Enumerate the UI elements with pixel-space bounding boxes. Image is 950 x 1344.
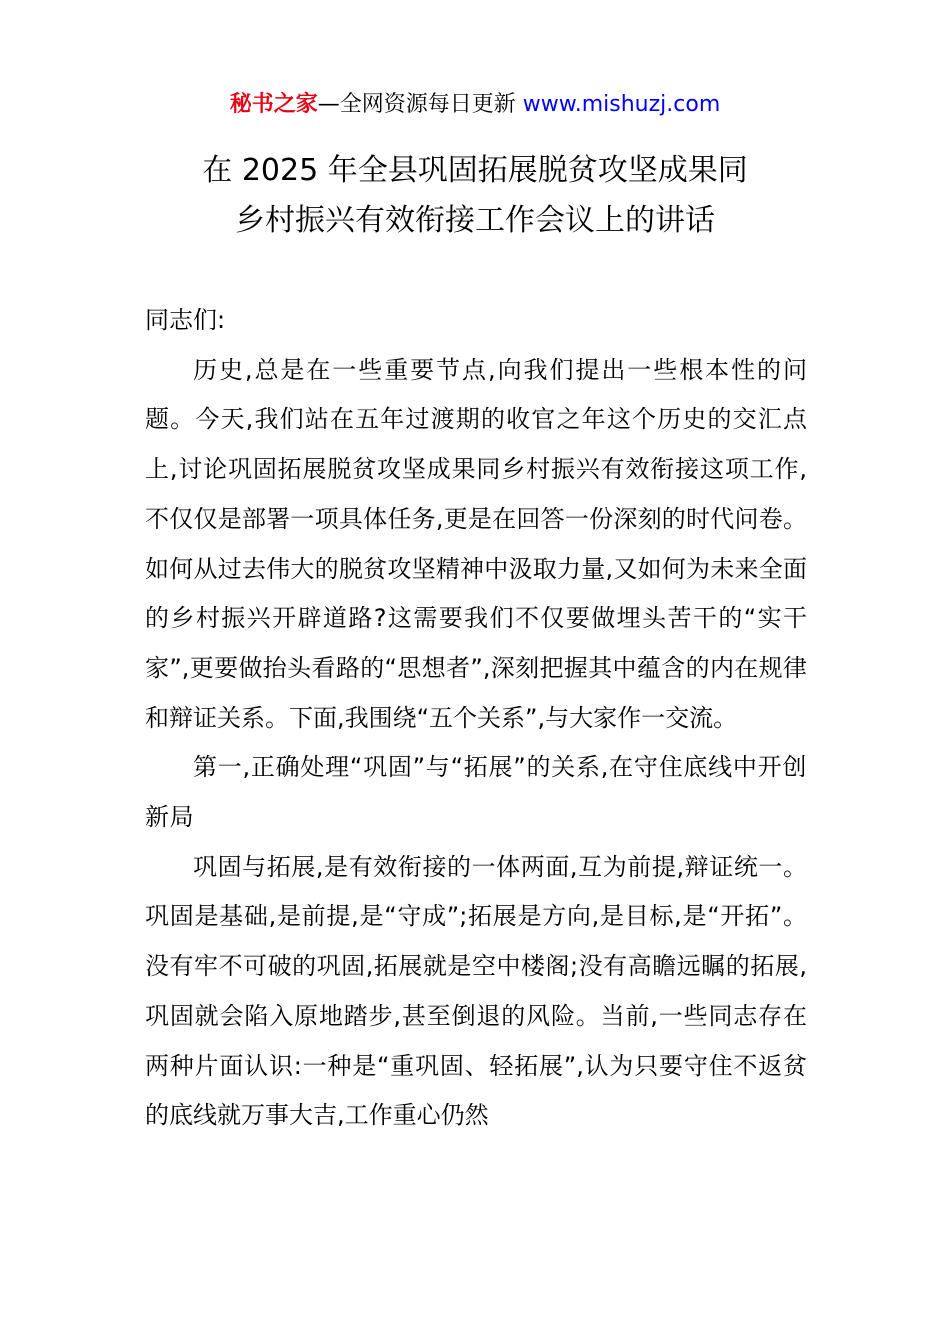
paragraph-1: 历史,总是在一些重要节点,向我们提出一些根本性的问题。今天,我们站在五年过渡期的收官之年这个历史的交汇点上,讨论巩固拓展脱贫攻坚成果同乡村振兴有效衔接这项工作,不仅仅是部署一项具体任务,更是在回答一份深刻的时代问卷。如何从过去伟大的脱贫攻坚精神中汲取力量,又如何为未来全面的乡村振兴开辟道路?这需要我们不仅要做埋头苦干的“实干家”,更要做抬头看路的“思想者”,深刻把握其中蕴含的内在规律和辩证关系。下面,我围绕“五个关系”,与大家作一交流。 [145,355,807,732]
salutation: 同志们: [145,306,226,334]
title-line-2: 乡村振兴有效衔接工作会议上的讲话 [235,203,715,238]
site-brand: 秘书之家 [229,92,318,117]
paragraph-2: 巩固与拓展,是有效衔接的一体两面,互为前提,辩证统一。巩固是基础,是前提,是“守成”;拓展是方向,是目标,是“开拓”。没有牢不可破的巩固,拓展就是空中楼阁;没有高瞻远瞩的拓展,巩固就会陷入原地踏步,甚至倒退的风险。当前,一些同志存在两种片面认识:一种是“重巩固、轻拓展”,认为只要守住不返贫的底线就万事大吉,工作重心仍然 [145,852,807,1130]
site-url-link[interactable]: www.mishuzj.com [522,92,721,117]
document-body [145,296,807,1141]
site-tagline: —全网资源每日更新 [317,92,516,117]
section-heading-1: 第一,正确处理“巩固”与“拓展”的关系,在守住底线中开创新局 [145,753,807,832]
site-header [0,88,950,122]
title-line-1: 在 2025 年全县巩固拓展脱贫攻坚成果同 [202,153,748,188]
document-title [0,146,950,246]
